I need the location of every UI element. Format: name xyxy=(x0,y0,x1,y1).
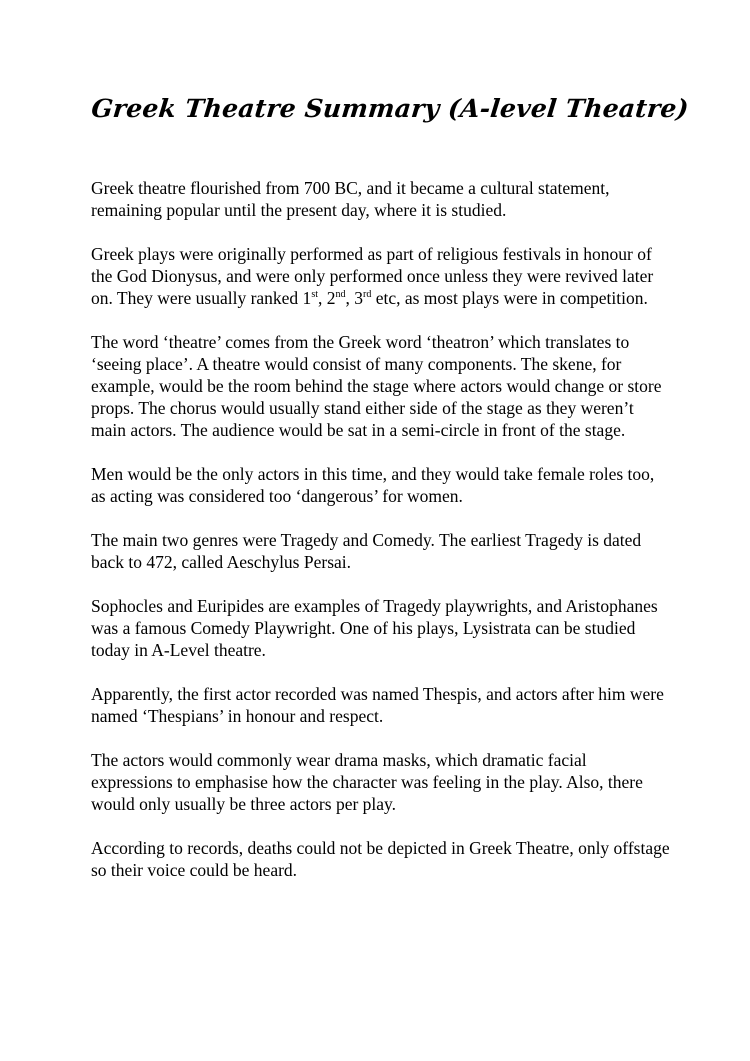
paragraph-thespis: Apparently, the first actor recorded was named Thespis, and actors after him were named ‘Thespians’ in honour and respect. xyxy=(91,684,664,726)
festivals-text-before: Greek plays were originally performed as part of religious festivals in honour of the God Dionysus, and were only performed once unless they were revived later on. They were usually ranked 1 xyxy=(91,244,654,308)
paragraph-playwrights: Sophocles and Euripides are examples of Tragedy playwrights, and Aristophanes was a famous Comedy Playwright. One of his plays, Lysistrata can be studied today in A-Level theatre. xyxy=(91,596,658,660)
ordinal-separator-one: , 2 xyxy=(317,288,336,308)
paragraph-theatre-components: The word ‘theatre’ comes from the Greek word ‘theatron’ which translates to ‘seeing place’. A theatre would consist of many components. The skene, for example, would be the room behind the stage where actors would change or store props. The chorus would usually stand either side of the stage as they weren’t main actors. The audience would be sat in a semi-circle in front of the stage. xyxy=(91,332,662,440)
ordinal-suffix-second: nd xyxy=(335,289,346,301)
paragraph-genres: The main two genres were Tragedy and Comedy. The earliest Tragedy is dated back to 472, called Aeschylus Persai. xyxy=(91,530,642,572)
document-body xyxy=(91,177,671,903)
paragraph-deaths: According to records, deaths could not be depicted in Greek Theatre, only offstage so their voice could be heard. xyxy=(91,838,670,880)
paragraph-male-actors: Men would be the only actors in this time, and they would take female roles too, as acting was considered too ‘dangerous’ for women. xyxy=(91,464,655,506)
paragraph-masks: The actors would commonly wear drama masks, which dramatic facial expressions to emphasise how the character was feeling in the play. Also, there would only usually be three actors per play. xyxy=(91,750,643,814)
ordinal-suffix-third: rd xyxy=(362,289,372,301)
ordinal-separator-two: , 3 xyxy=(345,288,363,308)
paragraph-festivals xyxy=(91,243,671,309)
document-title: Greek Theatre Summary (A-level Theatre) xyxy=(90,94,691,123)
ordinal-suffix-first: st xyxy=(311,289,318,301)
paragraph-intro: Greek theatre flourished from 700 BC, and it became a cultural statement, remaining popular until the present day, where it is studied. xyxy=(91,178,610,220)
festivals-text-after: etc, as most plays were in competition. xyxy=(371,288,648,308)
